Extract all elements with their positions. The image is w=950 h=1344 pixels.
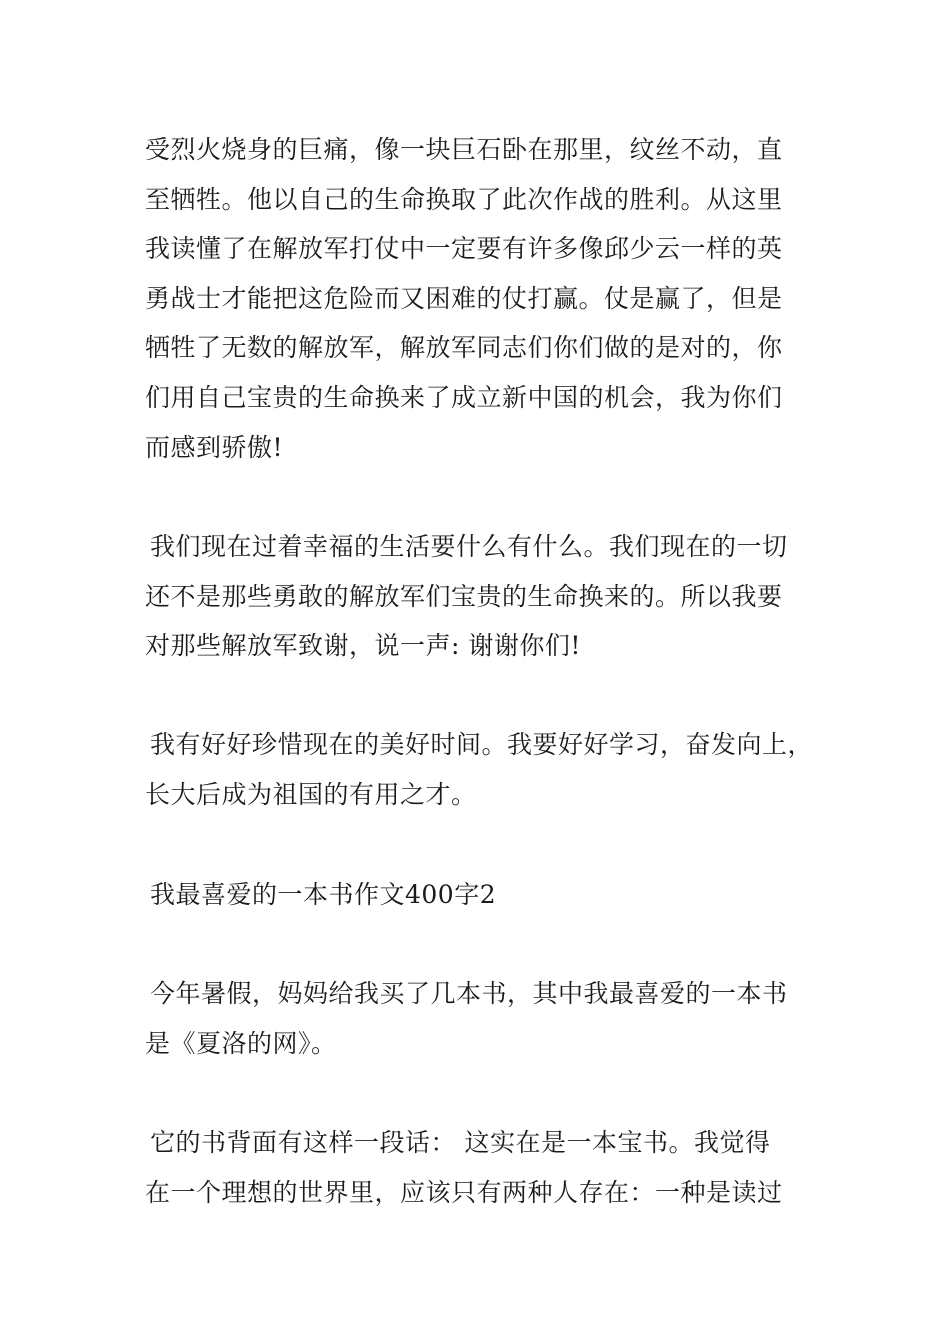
text-line: 对那些解放军致谢，说一声: 谢谢你们! (145, 631, 581, 660)
text-line: 今年暑假，妈妈给我买了几本书，其中我最喜爱的一本书 (150, 979, 788, 1008)
text-line: 还不是那些勇敢的解放军们宝贵的生命换来的。所以我要 (145, 582, 783, 611)
text-line: 我读懂了在解放军打仗中一定要有许多像邱少云一样的英 (145, 234, 783, 263)
text-line: 至牺牲。他以自己的生命换取了此次作战的胜利。从这里 (145, 185, 783, 214)
text-line: 它的书背面有这样一段话： 这实在是一本宝书。我觉得 (150, 1128, 771, 1157)
text-line: 在一个理想的世界里，应该只有两种人存在：一种是读过 (145, 1178, 783, 1207)
text-line: 我有好好珍惜现在的美好时间。我要好好学习，奋发向上， (150, 730, 814, 759)
text-line: 牺牲了无数的解放军，解放军同志们你们做的是对的，你 (145, 333, 783, 362)
text-line: 我们现在过着幸福的生活要什么有什么。我们现在的一切 (150, 532, 788, 561)
text-line: 勇战士才能把这危险而又困难的仗打赢。仗是赢了，但是 (145, 284, 783, 313)
section-heading: 我最喜爱的一本书作文400字2 (150, 880, 497, 909)
text-line: 是《夏洛的网》。 (145, 1029, 337, 1058)
text-line: 而感到骄傲! (145, 433, 284, 462)
text-line: 受烈火烧身的巨痛，像一块巨石卧在那里，纹丝不动，直 (145, 135, 783, 164)
text-line: 长大后成为祖国的有用之才。 (145, 780, 477, 809)
text-line: 们用自己宝贵的生命换来了成立新中国的机会，我为你们 (145, 383, 783, 412)
